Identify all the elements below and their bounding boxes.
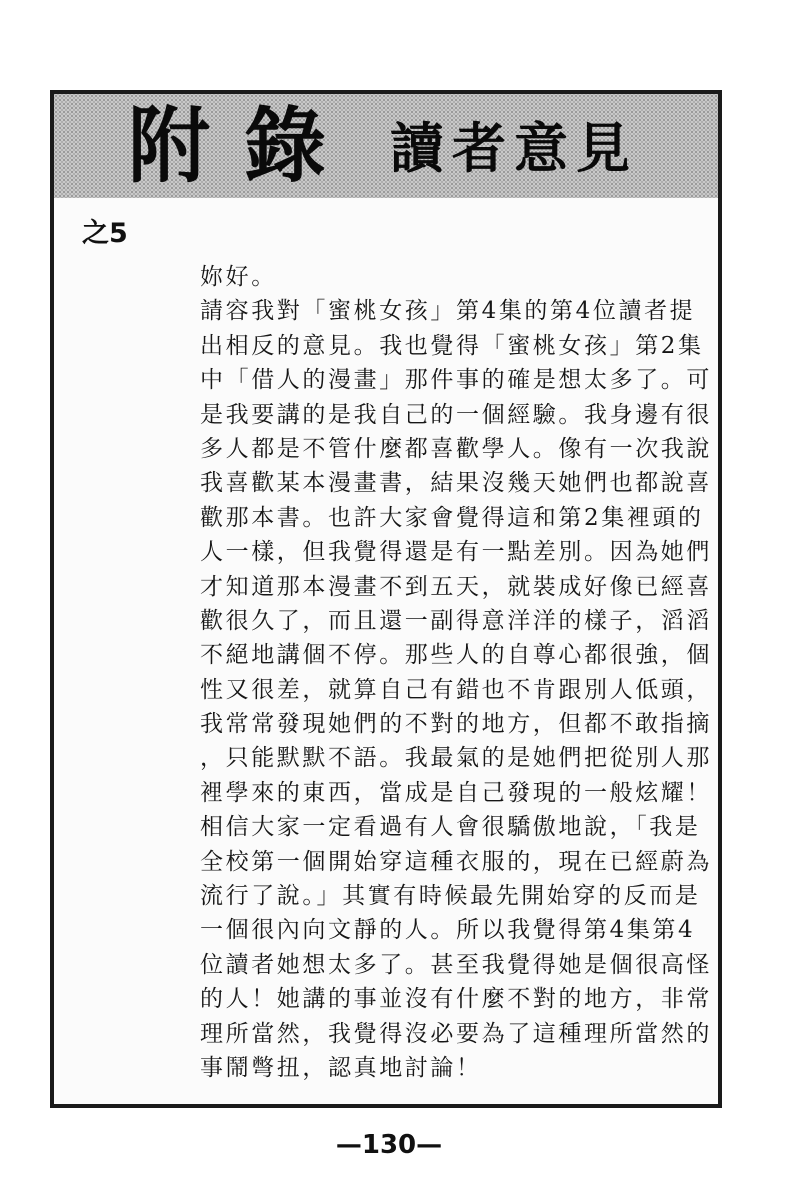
letter-line: 才知道那本漫畫不到五天，就裝成好像已經喜 — [200, 573, 712, 600]
letter-line: 人一樣，但我覺得還是有一點差別。因為她們 — [200, 539, 712, 566]
letter-line: 全校第一個開始穿這種衣服的，現在已經蔚為 — [200, 848, 712, 875]
letter-line: 多人都是不管什麼都喜歡學人。像有一次我說 — [200, 435, 712, 462]
letter-line: 性又很差，就算自己有錯也不肯跟別人低頭， — [200, 676, 712, 703]
letter-line: ，只能默默不語。我最氣的是她們把從別人那 — [200, 745, 712, 772]
letter-line: 不絕地講個不停。那些人的自尊心都很強，個 — [200, 642, 712, 669]
letter-line: 出相反的意見。我也覺得「蜜桃女孩」第2集 — [200, 332, 704, 359]
letter-body — [200, 260, 712, 1085]
letter-line: 歡那本書。也許大家會覺得這和第2集裡頭的 — [200, 504, 704, 531]
letter-line: 歡很久了，而且還一副得意洋洋的樣子，滔滔 — [200, 607, 712, 634]
title-banner — [54, 94, 718, 198]
section-label: 之5 — [82, 218, 128, 249]
page-frame — [50, 90, 722, 1108]
letter-line: 是我要講的是我自己的一個經驗。我身邊有很 — [200, 401, 712, 428]
letter-line: 一個很內向文靜的人。所以我覺得第4集第4 — [200, 917, 696, 944]
appendix-title: 附錄 — [128, 98, 361, 194]
letter-line: 相信大家一定看過有人會很驕傲地說，「我是 — [200, 814, 701, 841]
readers-opinion-title: 讀者意見 — [390, 116, 638, 180]
letter-line: 理所當然，我覺得沒必要為了這種理所當然的 — [200, 1020, 712, 1047]
page-number: —130— — [335, 1130, 443, 1160]
letter-line: 裡學來的東西，當成是自己發現的一般炫耀！ — [200, 779, 712, 806]
letter-line: 事鬧彆扭，認真地討論！ — [200, 1054, 482, 1081]
letter-line: 中「借人的漫畫」那件事的確是想太多了。可 — [200, 367, 712, 394]
letter-line: 我常常發現她們的不對的地方，但都不敢指摘 — [200, 711, 712, 738]
letter-line: 請容我對「蜜桃女孩」第4集的第4位讀者提 — [200, 298, 696, 325]
letter-line: 妳好。 — [200, 264, 277, 290]
letter-line: 流行了說。」其實有時候最先開始穿的反而是 — [200, 883, 701, 910]
letter-line: 的人！她講的事並沒有什麼不對的地方，非常 — [200, 986, 712, 1013]
letter-line: 我喜歡某本漫畫書，結果沒幾天她們也都說喜 — [200, 470, 712, 497]
letter-line: 位讀者她想太多了。甚至我覺得她是個很高怪 — [200, 951, 712, 978]
